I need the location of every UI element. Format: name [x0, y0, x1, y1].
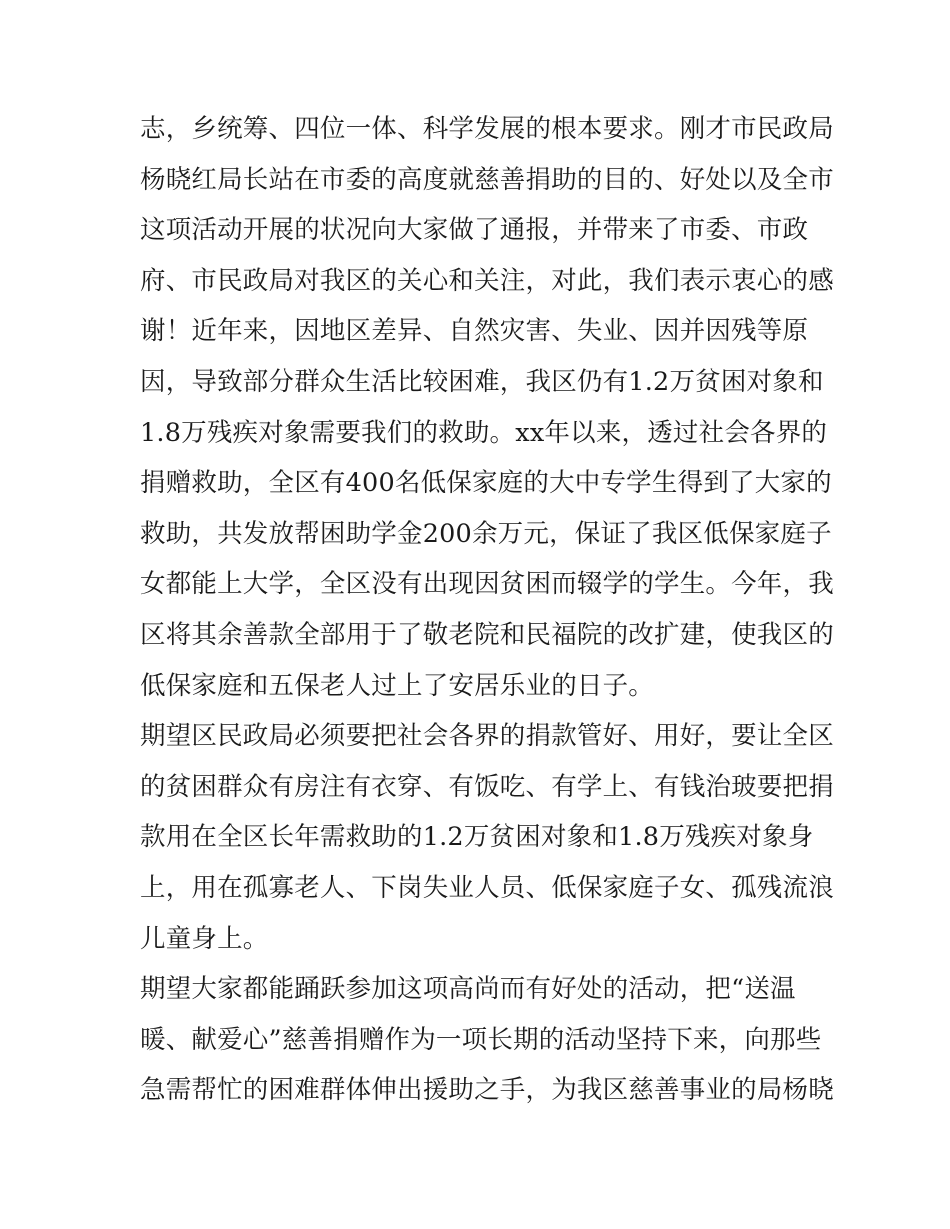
text-line: 上，用在孤寡老人、下岗失业人员、低保家庭子女、孤残流浪 [140, 872, 834, 903]
text-line: 谢！近年来，因地区差异、自然灾害、失业、因并因残等原 [140, 316, 809, 347]
text-line: 因，导致部分群众生活比较困难，我区仍有1.2万贫困对象和 [140, 366, 824, 397]
text-line: 1.8万残疾对象需要我们的救助。xx年以来，透过社会各界的 [140, 417, 828, 448]
text-line: 低保家庭和五保老人过上了安居乐业的日子。 [140, 670, 655, 701]
text-line: 救助，共发放帮困助学金200余万元，保证了我区低保家庭子 [140, 518, 832, 549]
text-line: 区将其余善款全部用于了敬老院和民福院的改扩建，使我区的 [140, 619, 834, 650]
text-line: 儿童身上。 [140, 923, 269, 954]
body-text [140, 104, 834, 1116]
text-line: 志，乡统筹、四位一体、科学发展的根本要求。刚才市民政局 [140, 114, 834, 144]
text-line: 期望区民政局必须要把社会各界的捐款管好、用好，要让全区 [140, 721, 834, 752]
text-line: 急需帮忙的困难群体伸出援助之手，为我区慈善事业的局杨晓 [140, 1075, 834, 1106]
text-line: 的贫困群众有房注有衣穿、有饭吃、有学上、有钱治玻要把捐 [140, 771, 834, 802]
text-line: 款用在全区长年需救助的1.2万贫困对象和1.8万残疾对象身 [140, 822, 814, 853]
text-line: 这项活动开展的状况向大家做了通报，并带来了市委、市政 [140, 215, 809, 246]
text-line: 捐赠救助，全区有400名低保家庭的大中专学生得到了大家的 [140, 468, 832, 499]
text-line: 杨晓红局长站在市委的高度就慈善捐助的目的、好处以及全市 [140, 164, 834, 195]
text-line: 期望大家都能踊跃参加这项高尚而有好处的活动，把“送温 [140, 974, 796, 1005]
text-line: 女都能上大学，全区没有出现因贫困而辍学的学生。今年，我 [140, 569, 834, 600]
text-line: 府、市民政局对我区的关心和关注，对此，我们表示衷心的感 [140, 265, 834, 296]
text-line: 暖、献爱心”慈善捐赠作为一项长期的活动坚持下来，向那些 [140, 1024, 822, 1055]
